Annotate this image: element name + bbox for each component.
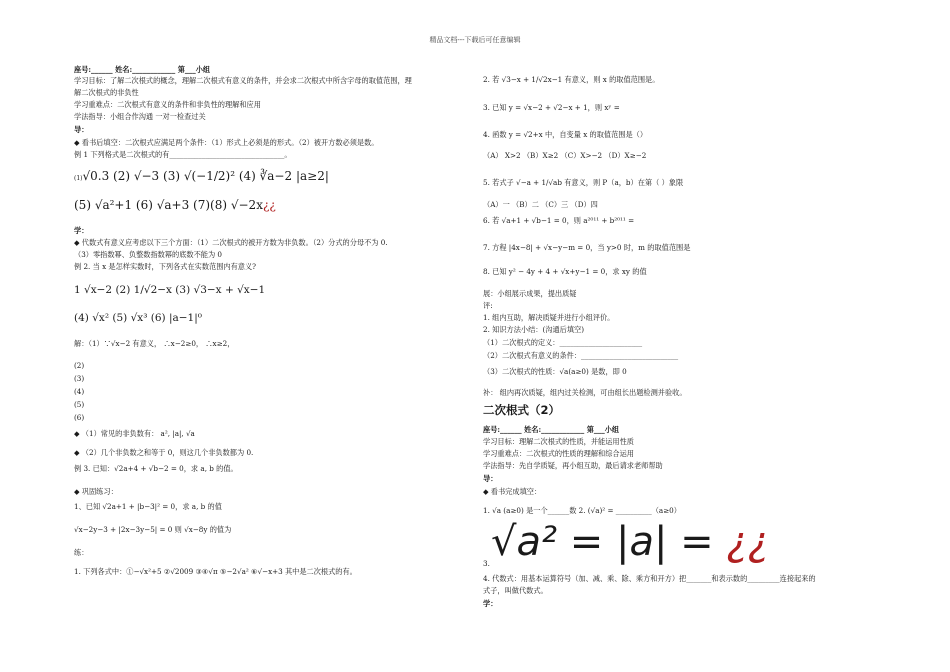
exercise-6: 6. 若 √a+1 + √b−1 = 0，则 a²⁰¹¹ + b²⁰¹¹ =: [483, 216, 635, 225]
summary-3: （3）二次根式的性质：√a(a≥0) 是数，即 0: [483, 367, 627, 376]
summary-1: （1）二次根式的定义：_______________________: [483, 338, 643, 347]
practice-1: 1、已知 √2a+1 + |b−3|² = 0，求 a, b 的值: [74, 502, 222, 511]
key-points: 学习重难点：二次根式有意义的条件和非负性的理解和应用: [74, 100, 261, 109]
exercise-5-options: （A）一 （B）二 （C）三 （D）四: [483, 200, 598, 209]
item-4-cont: 式子，叫做代数式。: [483, 586, 548, 595]
study-goal-line1: 学习目标：了解二次根式的概念，理解二次根式有意义的条件，并会求二次根式中所含字母的取值范围，理: [74, 76, 412, 85]
solution-6: (6): [74, 413, 85, 422]
bullet-fill-blank: ◆ 看书后填空：二次根式应满足两个条件：（1）形式上必须是的形式。（2）被开方数必须是数。: [74, 138, 379, 147]
item-4: 4. 代数式：用基本运算符号（加、减、乘、除、乘方和开方）把_______和表示数的_________连接起来的: [483, 574, 816, 583]
exercise-2: 2. 若 √3−x + 1/√2x−1 有意义，则 x 的取值范围是。: [483, 75, 660, 84]
key-points-2: 学习重难点：二次根式的性质的理解和综合运用: [483, 449, 634, 458]
practice-2: √x−2y−3 + |2x−3y−5| = 0 则 √x−8y 的值为: [74, 525, 232, 534]
example-1-expressions-row2: (5) √a²+1 (6) √a+3 (7)(8) √−2x¿¿: [74, 198, 276, 212]
study-guide: 学法指导：小组合作沟通 一对一检查过关: [74, 112, 206, 121]
left-column: [74, 0, 474, 672]
study-goal-line2: 解二次根式的非负性: [74, 88, 139, 97]
review-2: 2. 知识方法小结：(沟通后填空): [483, 325, 585, 334]
study-guide-2: 学法指导：先自学质疑，再小组互助，最后请求老师帮助: [483, 461, 663, 470]
solution-2: (2): [74, 361, 85, 370]
item-3: 3.: [483, 559, 490, 568]
exercise-1: 1. 下列各式中：①−√x²+5 ②√2009 ③④√π ⑤−2√a² ⑥√−x+3 其中是二次根式的有。: [74, 567, 357, 576]
bullet-conditions: ◆ 代数式有意义应考虑以下三个方面：（1）二次根式的被开方数为非负数。（2）分式的分母不为 0.: [74, 238, 388, 247]
page-header: 精品文档---下载后可任意编辑: [429, 36, 521, 44]
lesson-2-title: 二次根式（2）: [483, 403, 561, 417]
exercise-3: 3. 已知 y = √x−2 + √2−x + 1，则 xʸ =: [483, 103, 620, 112]
exercise-7: 7. 方程 |4x−8| + √x−y−m = 0，当 y>0 时，m 的取值范围是: [483, 243, 691, 252]
solution-5: (5): [74, 400, 85, 409]
section-zhan: 展：小组展示成果，提出质疑: [483, 289, 577, 298]
bullet-conditions-3: （3）零指数幂、负整数指数幂的底数不能为 0: [74, 250, 222, 259]
bullet-nonnegative: ◆ （1）常见的非负数有： a², |a|, √a: [74, 429, 195, 438]
bullet-read-fill: ◆ 看书完成填空：: [483, 487, 542, 496]
example-2: 例 2. 当 x 是怎样实数时，下列各式在实数范围内有意义?: [74, 262, 257, 271]
example-1: 例 1 下列格式是二次根式的有________________________________。: [74, 150, 292, 159]
big-formula: √a² = |a| = ¿¿: [491, 519, 769, 565]
section-dao-2: 导：: [483, 474, 498, 483]
section-lian: 练：: [74, 548, 89, 557]
solution-1: 解：（1）∵√x−2 有意义， ∴x−2≥0， ∴x≥2，: [74, 339, 235, 348]
bullet-practice: ◆ 巩固练习：: [74, 487, 118, 496]
section-bu: 补： 组内再次质疑，组内过关检测，可由组长出题检测并验收。: [483, 388, 687, 397]
section-xue: 学：: [74, 226, 89, 235]
section-xue-2: 学：: [483, 599, 498, 608]
example-2-expressions-row2: (4) √x² (5) √x³ (6) |a−1|⁰: [74, 312, 202, 324]
right-column: [483, 0, 883, 672]
seat-line: 座号:______ 姓名:____________ 第___小组: [74, 65, 211, 74]
summary-2: （2）二次根式有意义的条件：___________________________: [483, 351, 679, 360]
exercise-5: 5. 若式子 √−a + 1/√ab 有意义，则 P（a，b）在第（ ）象限: [483, 178, 684, 187]
fill-1-2: 1. √a (a≥0) 是一个______数 2. (√a)² = __________（a≥0）: [483, 506, 681, 515]
example-2-expressions-row1: 1 √x−2 (2) 1/√2−x (3) √3−x + √x−1: [74, 284, 266, 296]
bullet-sum-zero: ◆ （2）几个非负数之和等于 0，则这几个非负数都为 0.: [74, 448, 254, 457]
seat-line-2: 座号:______ 姓名:____________ 第___小组: [483, 425, 620, 434]
review-1: 1. 组内互助，解决质疑并进行小组评价。: [483, 313, 615, 322]
exercise-4-options: （A） X>2 （B）X≥2 （C）X>−2 （D）X≥−2: [483, 151, 647, 160]
section-dao: 导：: [74, 125, 89, 134]
section-ping: 评:: [483, 301, 493, 310]
exercise-4: 4. 函数 y = √2+x 中，自变量 x 的取值范围是（）: [483, 130, 648, 139]
example-3: 例 3. 已知：√2a+4 + √b−2 = 0，求 a, b 的值。: [74, 464, 238, 473]
study-goal-2: 学习目标：理解二次根式的性质，并能运用性质: [483, 437, 634, 446]
solution-4: (4): [74, 387, 85, 396]
exercise-8: 8. 已知 y² − 4y + 4 + √x+y−1 = 0，求 xy 的值: [483, 267, 647, 276]
example-1-expressions-row1: (1)√0.3 (2) √−3 (3) √(−1/2)² (4) ∛a−2 |a≥2|: [74, 169, 329, 183]
solution-3: (3): [74, 374, 85, 383]
